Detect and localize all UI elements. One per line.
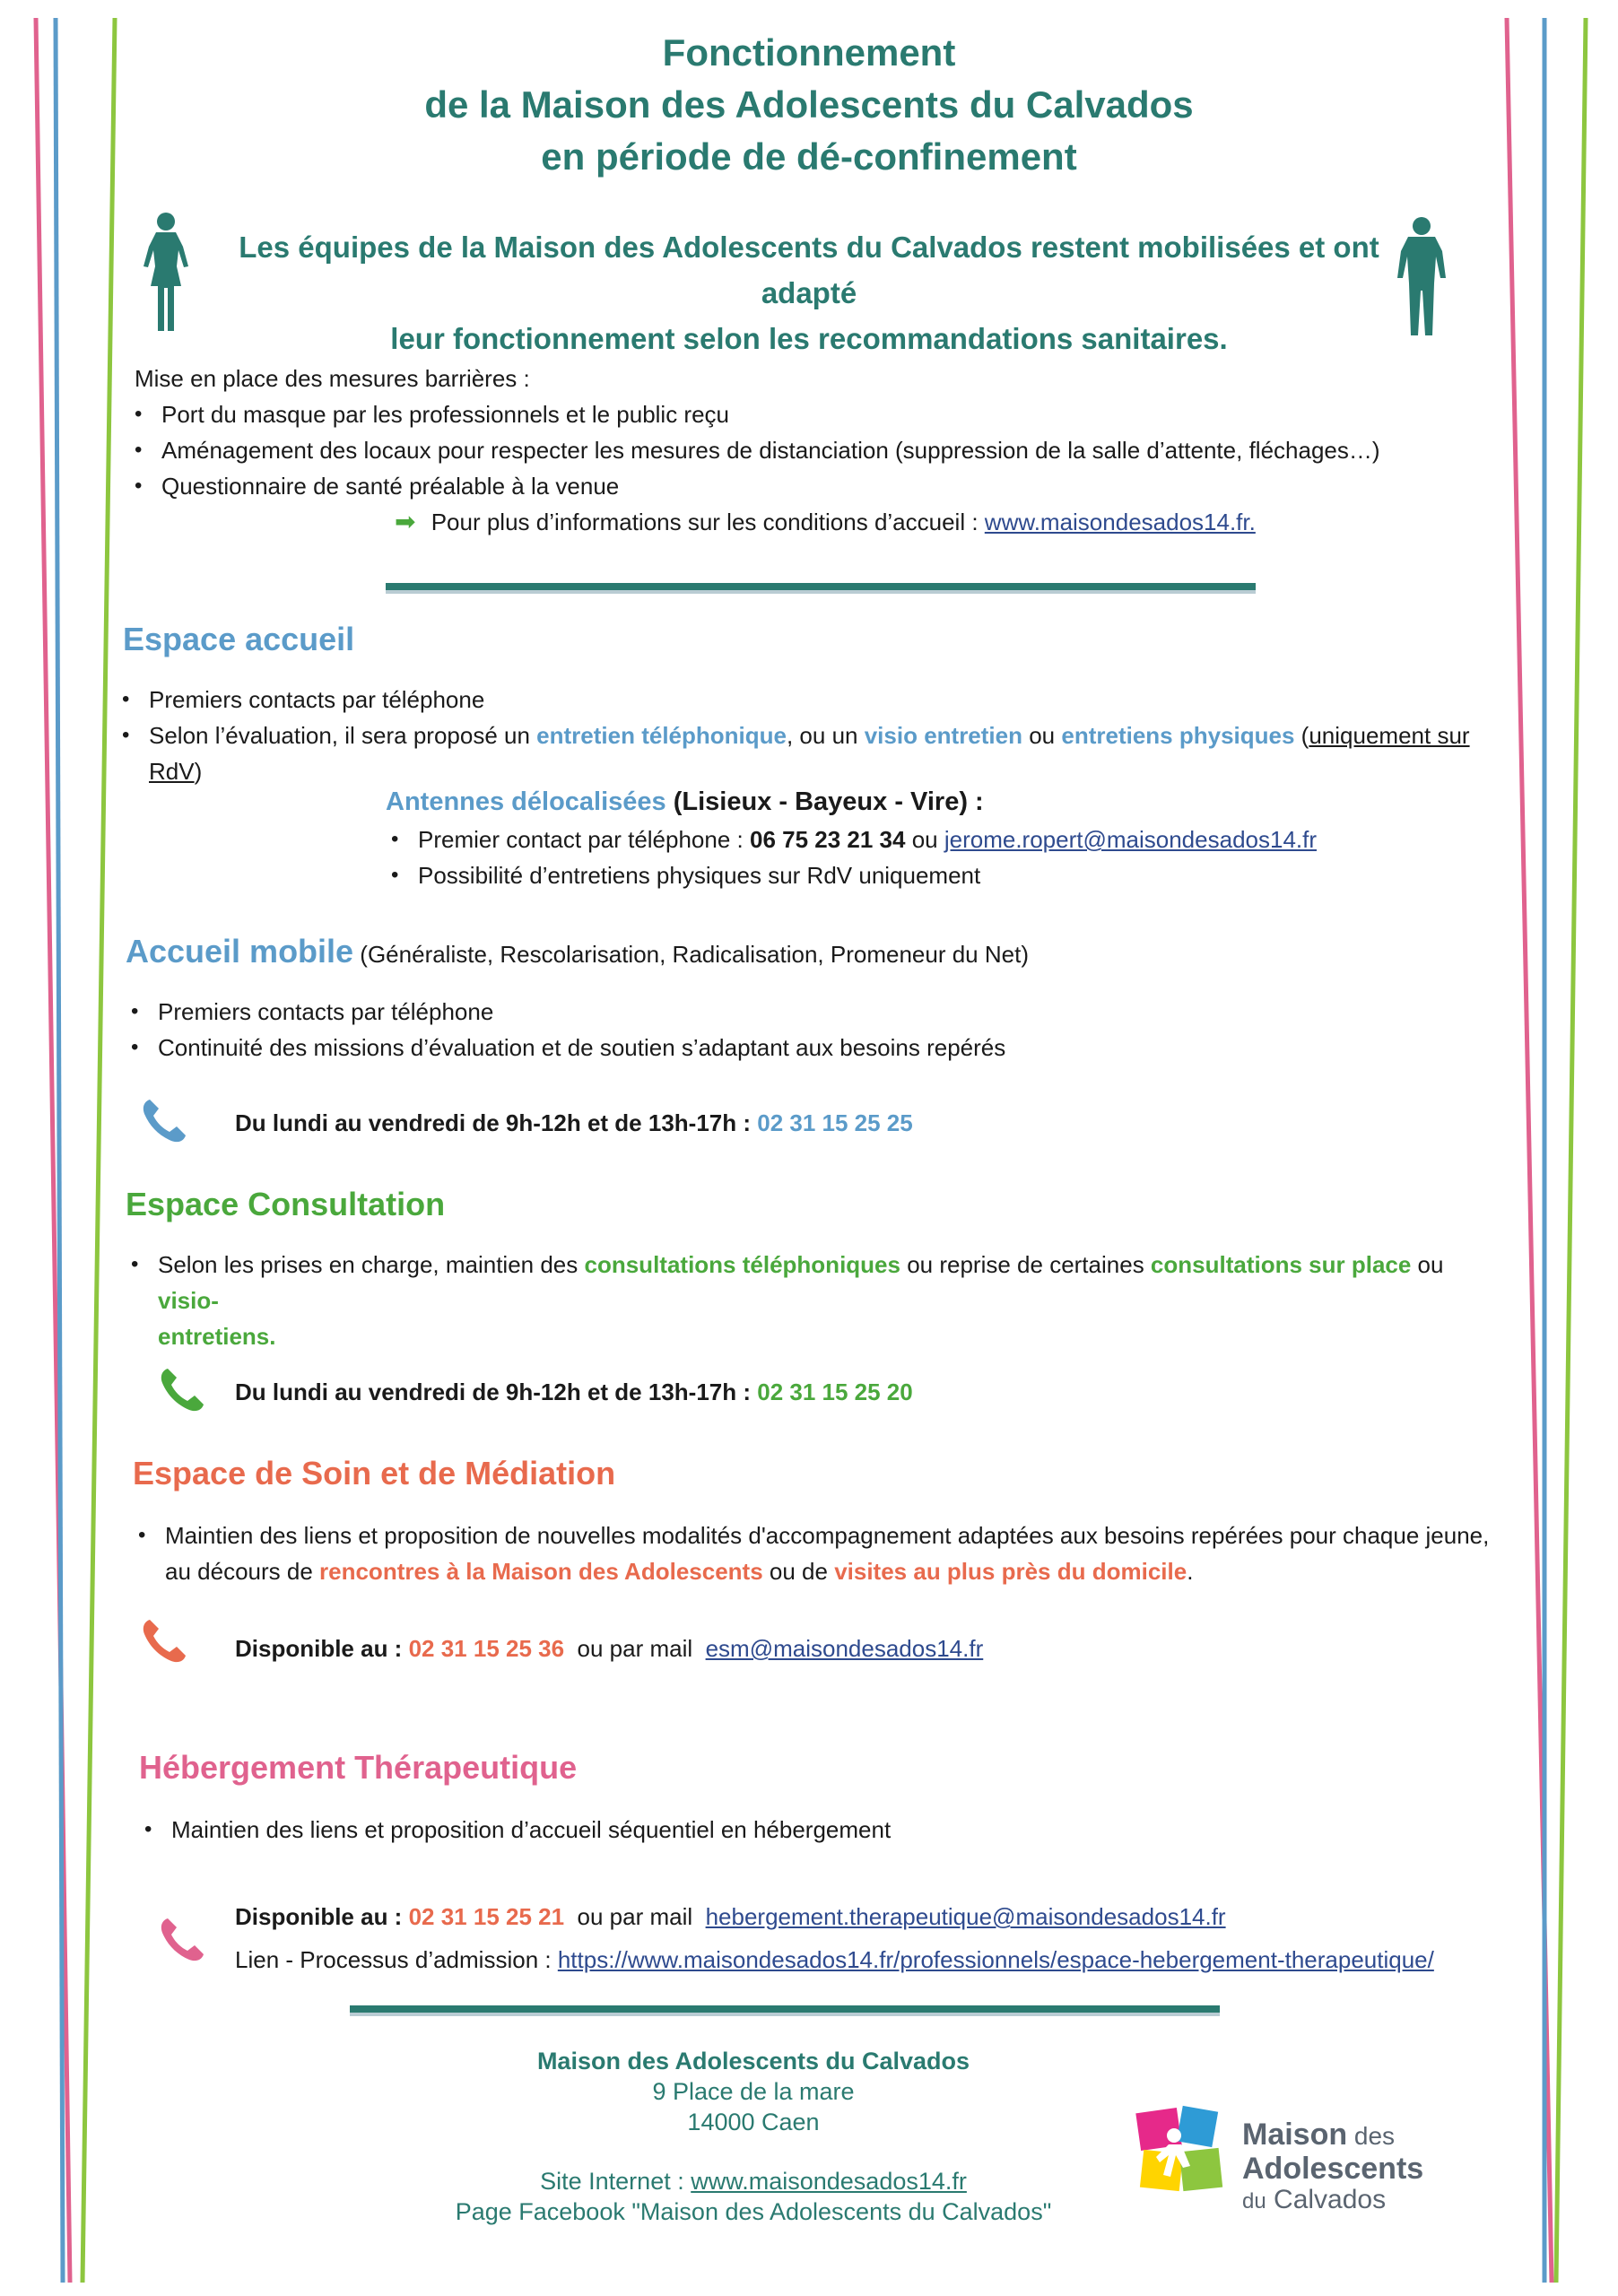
highlight-physical: entretiens physiques: [1061, 722, 1295, 749]
list-item-text: au décours de: [165, 1558, 320, 1585]
conditions-info-label: Pour plus d’informations sur les conditions d’accueil :: [431, 509, 985, 535]
list-item: [133, 1518, 1496, 1589]
soin-email-link[interactable]: esm@maisondesados14.fr: [705, 1635, 984, 1662]
list-item-text: (: [1294, 722, 1309, 749]
list-item-text: Selon les prises en charge, maintien des: [158, 1251, 585, 1278]
footer-site-link[interactable]: www.maisondesados14.fr: [691, 2168, 967, 2195]
list-item-text: ou de: [762, 1558, 835, 1585]
hebergement-email-link[interactable]: hebergement.therapeutique@maisondesados14.fr: [705, 1903, 1226, 1930]
list-item-text: Maintien des liens et proposition de nouvelles modalités d'accompagnement adaptées aux besoins repérées pour chaque jeune,: [165, 1522, 1490, 1549]
consultation-phone: 02 31 15 25 20: [757, 1378, 913, 1405]
arrow-right-icon: ➡: [395, 508, 416, 535]
logo-calvados: Calvados: [1266, 2185, 1387, 2214]
footer-city: 14000 Caen: [687, 2109, 820, 2135]
highlight-phone-interview: entretien téléphonique: [536, 722, 787, 749]
accueil-mobile-heading: [126, 933, 1029, 972]
hebergement-contact: [235, 1895, 1491, 1981]
espace-consultation-heading: Espace Consultation: [126, 1186, 446, 1222]
footer-org: Maison des Adolescents du Calvados: [536, 2048, 970, 2074]
antennes-email-link[interactable]: jerome.ropert@maisondesados14.fr: [944, 826, 1318, 853]
list-item: [126, 1247, 1471, 1354]
phone-icon: [157, 1915, 207, 1965]
list-item-text: ou: [1022, 722, 1062, 749]
list-item: • Premiers contacts par téléphone: [117, 682, 1516, 718]
admission-process-link[interactable]: https://www.maisondesados14.fr/professionnels/espace-hebergement-therapeutique/: [557, 1946, 1434, 1973]
list-item: • Premiers contacts par téléphone: [126, 994, 1471, 1030]
site-label: Site Internet :: [540, 2168, 692, 2195]
list-item-text: Premier contact par téléphone :: [418, 826, 750, 853]
antennes-block: [386, 782, 1462, 893]
list-item-text: ou reprise de certaines: [900, 1251, 1151, 1278]
list-item: • Continuité des missions d’évaluation et de soutien s’adaptant aux besoins repérés: [126, 1030, 1471, 1065]
maison-des-ados-logo-icon: [1135, 2103, 1233, 2202]
conditions-info: [395, 504, 1471, 540]
highlight-onsite-consult: consultations sur place: [1150, 1251, 1412, 1278]
title-line-1: Fonctionnement: [662, 31, 956, 74]
barrier-item: • Aménagement des locaux pour respecter les mesures de distanciation (suppression de la salle d’attente, fléchages…): [129, 432, 1480, 468]
hebergement-phone: 02 31 15 25 21: [408, 1903, 565, 1930]
list-item: [117, 718, 1516, 789]
intro-line-2: leur fonctionnement selon les recommandations sanitaires.: [390, 322, 1228, 355]
espace-soin-heading: Espace de Soin et de Médiation: [133, 1455, 616, 1492]
footer-street: 9 Place de la mare: [652, 2078, 855, 2105]
phone-icon: [139, 1096, 189, 1146]
logo-maison: Maison: [1242, 2118, 1348, 2152]
hours-text: Du lundi au vendredi de 9h-12h et de 13h-17h :: [235, 1378, 758, 1405]
accueil-mobile-phone: 02 31 15 25 25: [757, 1109, 913, 1136]
logo-line-1: [1242, 2118, 1511, 2152]
mail-prefix: ou par mail: [564, 1903, 706, 1930]
soin-contact: [235, 1631, 983, 1666]
highlight-visio: visio entretien: [864, 722, 1022, 749]
antennes-heading: [386, 782, 1462, 822]
list-item: • Possibilité d’entretiens physiques sur RdV uniquement: [386, 857, 1462, 893]
soin-list: [133, 1518, 1496, 1589]
hebergement-admission: [235, 1938, 1491, 1981]
espace-accueil-list: [117, 682, 1516, 789]
hebergement-list: [139, 1812, 1484, 1848]
antennes-places: (Lisieux - Bayeux - Vire) :: [665, 787, 984, 816]
logo-des: des: [1347, 2122, 1396, 2150]
barrier-lead: Mise en place des mesures barrières :: [135, 365, 530, 392]
list-item-text: Selon l’évaluation, il sera proposé un: [149, 722, 537, 749]
list-item-text: .: [1187, 1558, 1194, 1585]
intro-text: [197, 224, 1421, 361]
title-line-3: en période de dé-confinement: [541, 135, 1077, 178]
highlight-visio-cont: entretiens.: [158, 1323, 276, 1350]
highlight-home-visits: visites au plus près du domicile: [834, 1558, 1187, 1585]
espace-accueil-heading: Espace accueil: [123, 621, 355, 657]
dispo-label: Disponible au :: [235, 1903, 409, 1930]
list-item: [386, 822, 1462, 857]
barrier-measures: [135, 361, 1480, 504]
highlight-visio: visio-: [158, 1287, 219, 1314]
hebergement-heading: Hébergement Thérapeutique: [139, 1749, 578, 1786]
accueil-mobile-title: Accueil mobile: [126, 933, 354, 970]
consultation-hours: [235, 1374, 913, 1410]
soin-phone: 02 31 15 25 36: [408, 1635, 565, 1662]
lien-label: Lien - Processus d’admission :: [235, 1946, 558, 1973]
footer-address: [404, 2046, 1103, 2227]
barrier-item: • Questionnaire de santé préalable à la venue: [129, 468, 1480, 504]
footer-facebook: Page Facebook "Maison des Adolescents du Calvados": [455, 2198, 1052, 2225]
barrier-item: • Port du masque par les professionnels et le public reçu: [129, 396, 1480, 432]
antennes-phone: 06 75 23 21 34: [749, 826, 906, 853]
list-item-text: , ou un: [786, 722, 865, 749]
section-divider: [386, 583, 1256, 590]
list-item-text: ou: [1411, 1251, 1444, 1278]
logo-du: du: [1242, 2189, 1266, 2213]
intro-line-1: Les équipes de la Maison des Adolescents du Calvados restent mobilisées et ont adapté: [239, 230, 1379, 309]
phone-icon: [139, 1616, 189, 1666]
consultation-list: [126, 1247, 1471, 1354]
logo-line-2: Adolescents: [1242, 2152, 1424, 2186]
logo-line-3: [1242, 2185, 1511, 2217]
accueil-mobile-subtitle: (Généraliste, Rescolarisation, Radicalisation, Promeneur du Net): [353, 941, 1029, 968]
highlight-phone-consult: consultations téléphoniques: [584, 1251, 900, 1278]
logo-wordmark: [1242, 2118, 1511, 2217]
list-item-text: ou: [905, 826, 944, 853]
female-silhouette-icon: [135, 211, 197, 336]
antennes-title: Antennes délocalisées: [386, 787, 666, 816]
hours-text: Du lundi au vendredi de 9h-12h et de 13h-17h :: [235, 1109, 758, 1136]
footer-site: [404, 2166, 1103, 2196]
accueil-mobile-list: [126, 994, 1471, 1065]
mail-prefix: ou par mail: [564, 1635, 706, 1662]
title-line-2: de la Maison des Adolescents du Calvados: [424, 83, 1194, 126]
page-title: [0, 27, 1618, 183]
hebergement-dispo: [235, 1895, 1491, 1938]
highlight-meetings: rencontres à la Maison des Adolescents: [319, 1558, 763, 1585]
phone-icon: [157, 1365, 207, 1415]
section-divider: [350, 2005, 1220, 2013]
list-item-text: ): [194, 758, 203, 785]
conditions-link[interactable]: www.maisondesados14.fr.: [984, 509, 1256, 535]
list-item: • Maintien des liens et proposition d’accueil séquentiel en hébergement: [139, 1812, 1484, 1848]
dispo-label: Disponible au :: [235, 1635, 409, 1662]
accueil-mobile-hours: [235, 1105, 913, 1141]
appointment-only: uniquement sur RdV: [149, 722, 1470, 785]
